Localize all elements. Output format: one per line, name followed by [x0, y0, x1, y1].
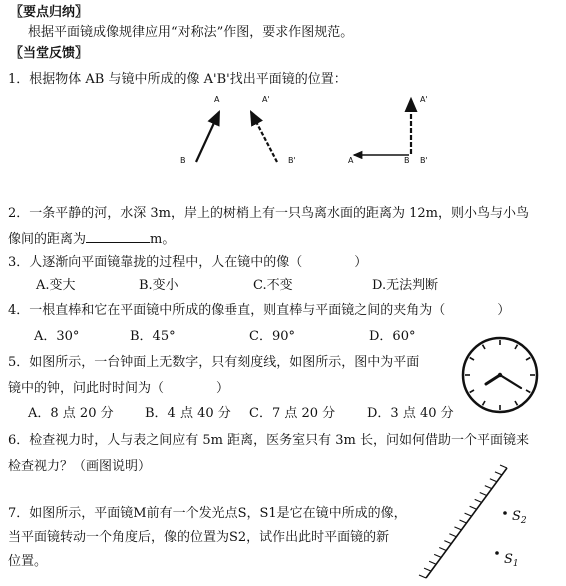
q5-line2: 镜中的钟，问此时时间为（ ）: [8, 381, 230, 396]
q4-option-d: D．60°: [369, 329, 416, 344]
mirror-hatch-line: [500, 465, 507, 468]
q3-option-b: B.变小: [139, 278, 179, 293]
summary-heading: 〖要点归纳〗: [10, 5, 89, 20]
mirror-hatch-line: [460, 520, 467, 523]
q6-line2: 检查视力？（画图说明）: [8, 459, 152, 474]
q7-line2: 当平面镜转动一个角度后，像的位置为S2，试作出此时平面镜的新: [8, 530, 390, 545]
label-s1: $S_1$: [504, 552, 519, 569]
label-b-prime-right: B': [420, 156, 428, 165]
q2-line2-suffix: m。: [150, 232, 176, 247]
mirror-hatch-line: [485, 486, 492, 489]
mirror-hatch-line: [465, 513, 472, 516]
mirror-hatching: [419, 465, 507, 578]
label-s2: $S_2$: [512, 509, 527, 526]
mirror-hatch-line: [475, 499, 482, 502]
q4-option-b: B．45°: [130, 329, 176, 344]
mirror-hatch-line: [490, 479, 497, 482]
q4-text: 4．一根直棒和它在平面镜中所成的像垂直，则直棒与平面镜之间的夹角为（ ）: [8, 303, 511, 318]
q2-line2-prefix: 像间的距离为: [8, 232, 87, 247]
q2-line1: 2．一条平静的河，水深 3m，岸上的树梢上有一只鸟离水面的距离为 12m，则小鸟与小鸟: [8, 206, 530, 221]
mirror-hatch-line: [449, 534, 456, 537]
q3-text: 3．人逐渐向平面镜靠拢的过程中，人在镜中的像（ ）: [8, 255, 368, 270]
mirror-hatch-line: [429, 561, 436, 564]
q7-line1: 7．如图所示，平面镜M前有一个发光点S，S1是它在镜中所成的像，: [8, 506, 407, 521]
q3-option-d: D.无法判断: [372, 278, 439, 293]
summary-text: 根据平面镜成像规律应用“对称法”作图，要求作图规范。: [28, 25, 354, 40]
label-b-prime: B': [288, 156, 296, 165]
q5-option-c: C．7 点 20 分: [249, 406, 336, 421]
q4-option-c: C．90°: [249, 329, 295, 344]
mirror-hatch-line: [480, 493, 487, 496]
q6-line1: 6．检查视力时，人与表之间应有 5m 距离，医务室只有 3m 长，问如何借助一个平面镜来: [8, 433, 529, 448]
q5-option-b: B．4 点 40 分: [145, 406, 231, 421]
label-b-right: B: [404, 156, 410, 165]
point-s1: [495, 551, 499, 555]
label-a-prime: A': [262, 95, 270, 104]
q3-option-c: C.不变: [253, 278, 293, 293]
point-s2: [503, 511, 507, 515]
mirror-hatch-line: [439, 548, 446, 551]
q5-line1: 5．如图所示，一台钟面上无数字，只有刻度线，如图所示，图中为平面: [8, 355, 420, 370]
label-a-prime-right: A': [420, 95, 428, 104]
mirror-hatch-line: [470, 506, 477, 509]
mirror-hatch-line: [444, 541, 451, 544]
q3-option-a: A.变大: [36, 278, 76, 293]
mirror-hatch-line: [434, 554, 441, 557]
q1-text: 1．根据物体 AB 与镜中所成的像 A'B'找出平面镜的位置：: [8, 72, 347, 87]
mirror-hatch-line: [424, 568, 431, 571]
mirror-hatch-line: [495, 472, 502, 475]
feedback-heading: 〖当堂反馈〗: [10, 46, 89, 61]
q7-line3: 位置。: [8, 554, 48, 569]
label-a: A: [214, 95, 220, 104]
label-a-right: A: [348, 156, 354, 165]
q4-option-a: A．30°: [34, 329, 80, 344]
mirror-hatch-line: [419, 575, 426, 578]
label-b: B: [180, 156, 186, 165]
mirror-hatch-line: [454, 527, 461, 530]
q5-option-a: A．8 点 20 分: [28, 406, 114, 421]
q5-option-d: D．3 点 40 分: [367, 406, 454, 421]
